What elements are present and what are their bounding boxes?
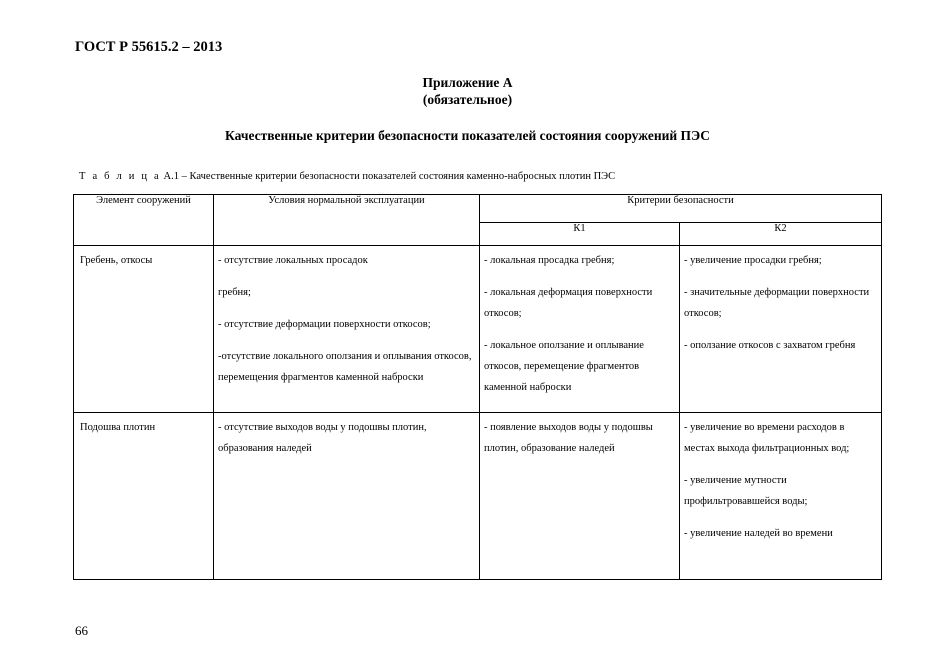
list-item: гребня; bbox=[218, 287, 251, 298]
row-k2 bbox=[680, 246, 882, 413]
criteria-table bbox=[73, 194, 882, 580]
annex-title: Приложение А bbox=[422, 75, 513, 90]
section-title: Качественные критерии безопасности показателей состояния сооружений ПЭС bbox=[225, 128, 710, 143]
header-element: Элемент сооружений bbox=[74, 195, 214, 246]
row-k2 bbox=[680, 413, 882, 580]
row-k1 bbox=[480, 413, 680, 580]
list-item: - увеличение мутности профильтровавшейся воды; bbox=[684, 475, 808, 507]
header-k1: К1 bbox=[480, 223, 680, 246]
list-item: - увеличение наледей во времени bbox=[684, 528, 833, 539]
list-item: - оползание откосов с захватом гребня bbox=[684, 340, 856, 351]
row-conditions bbox=[214, 246, 480, 413]
list-item: - появление выходов воды у подошвы плотин, образование наледей bbox=[484, 422, 653, 454]
row-element: Гребень, откосы bbox=[74, 246, 214, 413]
list-item: - отсутствие выходов воды у подошвы плотин, образования наледей bbox=[218, 422, 427, 454]
table-caption bbox=[79, 171, 615, 182]
annex-status: (обязательное) bbox=[422, 92, 513, 107]
list-item: - локальное оползание и оплывание откосов, перемещение фрагментов каменной наброски bbox=[484, 340, 644, 393]
header-conditions: Условия нормальной эксплуатации bbox=[214, 195, 480, 246]
row-k1 bbox=[480, 246, 680, 413]
header-criteria: Критерии безопасности bbox=[480, 195, 882, 223]
list-item: - увеличение просадки гребня; bbox=[684, 255, 822, 266]
list-item: - значительные деформации поверхности откосов; bbox=[684, 287, 870, 319]
table-caption-number: А.1 bbox=[163, 171, 179, 182]
table-caption-text: – Качественные критерии безопасности показателей состояния каменно-набросных плотин ПЭС bbox=[181, 171, 616, 182]
table-row bbox=[74, 413, 882, 580]
table-caption-prefix: Т а б л и ц а bbox=[79, 171, 161, 182]
table-row bbox=[74, 246, 882, 413]
row-conditions bbox=[214, 413, 480, 580]
list-item: - локальная просадка гребня; bbox=[484, 255, 615, 266]
list-item: -отсутствие локального оползания и оплывания откосов, перемещения фрагментов каменной наброски bbox=[218, 351, 472, 383]
header-k2: К2 bbox=[680, 223, 882, 246]
row-element: Подошва плотин bbox=[74, 413, 214, 580]
list-item: - отсутствие локальных просадок bbox=[218, 255, 368, 266]
page-number: 66 bbox=[75, 623, 88, 638]
list-item: - отсутствие деформации поверхности откосов; bbox=[218, 319, 431, 330]
document-code: ГОСТ Р 55615.2 – 2013 bbox=[75, 39, 223, 55]
list-item: - локальная деформация поверхности откосов; bbox=[484, 287, 653, 319]
list-item: - увеличение во времени расходов в местах выхода фильтрационных вод; bbox=[684, 422, 850, 454]
